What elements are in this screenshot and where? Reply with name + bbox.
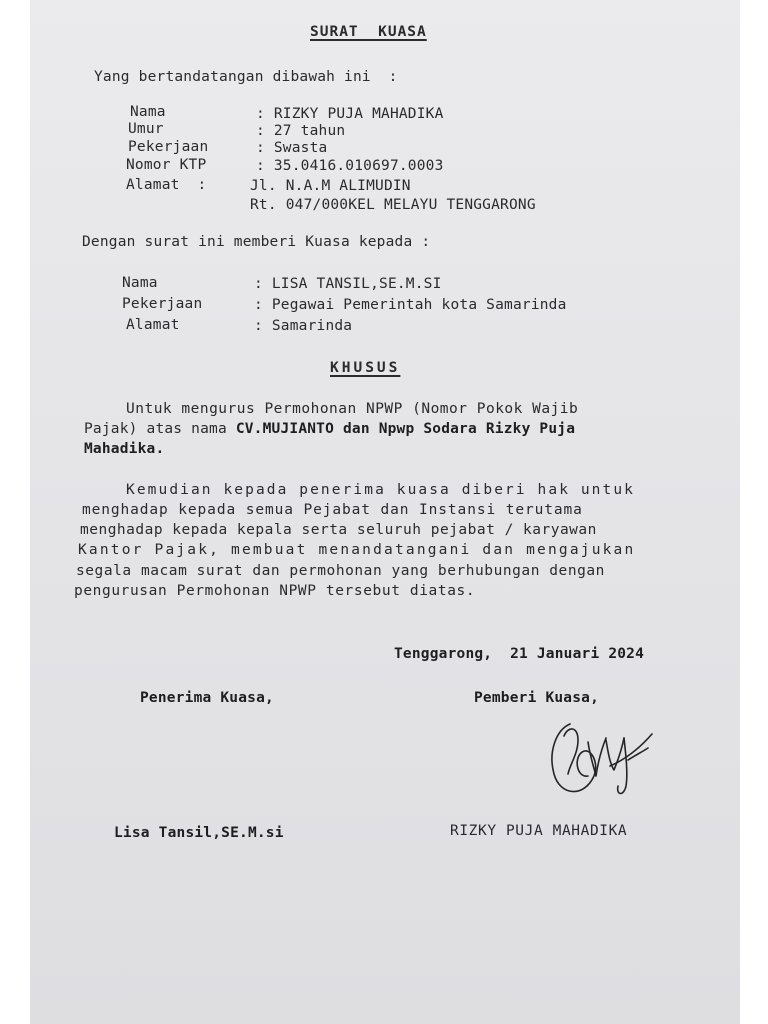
grantee-address-label: Alamat xyxy=(126,317,180,333)
grantor-age-label: Umur xyxy=(128,121,164,137)
grantor-ktp-label: Nomor KTP xyxy=(126,157,207,173)
grantor-address-line1: Jl. N.A.M ALIMUDIN xyxy=(250,178,411,194)
grantor-job-value: : Swasta xyxy=(256,140,328,156)
grantee-job-value: : Pegawai Pemerintah kota Samarinda xyxy=(254,297,567,313)
grantee-job-label: Pekerjaan xyxy=(122,296,203,312)
paragraph2-line5: segala macam surat dan permohonan yang berhubungan dengan xyxy=(76,563,605,579)
paragraph1-line2 xyxy=(84,420,575,438)
section-title: KHUSUS xyxy=(330,360,401,376)
giver-name: RIZKY PUJA MAHADIKA xyxy=(450,823,628,839)
paragraph2-line3: menghadap kepada kepala serta seluruh pejabat / karyawan xyxy=(80,522,597,538)
paragraph2-line4: Kantor Pajak, membuat menandatangani dan mengajukan xyxy=(78,542,636,558)
grant-intro-text: Dengan surat ini memberi Kuasa kepada : xyxy=(82,234,431,250)
signature-mark xyxy=(544,716,656,800)
giver-label: Pemberi Kuasa, xyxy=(474,690,600,706)
grantor-address-line2: Rt. 047/000KEL MELAYU TENGGARONG xyxy=(250,197,536,213)
recipient-label: Penerima Kuasa, xyxy=(140,690,274,706)
paragraph2-line6: pengurusan Permohonan NPWP tersebut diatas. xyxy=(74,583,476,599)
grantee-address-value: : Samarinda xyxy=(254,318,353,334)
letter-title: SURAT KUASA xyxy=(310,24,427,40)
recipient-name: Lisa Tansil,SE.M.si xyxy=(114,825,284,841)
letter-page xyxy=(30,0,740,1024)
grantor-ktp-value: : 35.0416.010697.0003 xyxy=(256,158,444,174)
grantee-name-label: Nama xyxy=(122,275,158,291)
paragraph1-line1: Untuk mengurus Permohonan NPWP (Nomor Pokok Wajib xyxy=(126,401,579,417)
grantor-name-label: Nama xyxy=(130,104,166,120)
paragraph1-line2-normal: Pajak) atas nama xyxy=(84,421,236,437)
paragraph1-line3: Mahadika. xyxy=(84,441,165,457)
paragraph2-line1: Kemudian kepada penerima kuasa diberi hak untuk xyxy=(126,482,635,498)
grantor-age-value: : 27 tahun xyxy=(256,123,346,139)
grantee-name-value: : LISA TANSIL,SE.M.SI xyxy=(254,276,442,292)
paragraph2-line2: menghadap kepada semua Pejabat dan Instansi terutama xyxy=(82,502,583,518)
paragraph1-line2-bold: CV.MUJIANTO dan Npwp Sodara Rizky Puja xyxy=(235,421,576,437)
grantor-name-value: : RIZKY PUJA MAHADIKA xyxy=(256,106,444,122)
grantor-job-label: Pekerjaan xyxy=(128,139,209,155)
grantor-address-label: Alamat : xyxy=(126,177,207,193)
intro-text: Yang bertandatangan dibawah ini : xyxy=(94,69,398,85)
place-date: Tenggarong, 21 Januari 2024 xyxy=(394,646,645,662)
